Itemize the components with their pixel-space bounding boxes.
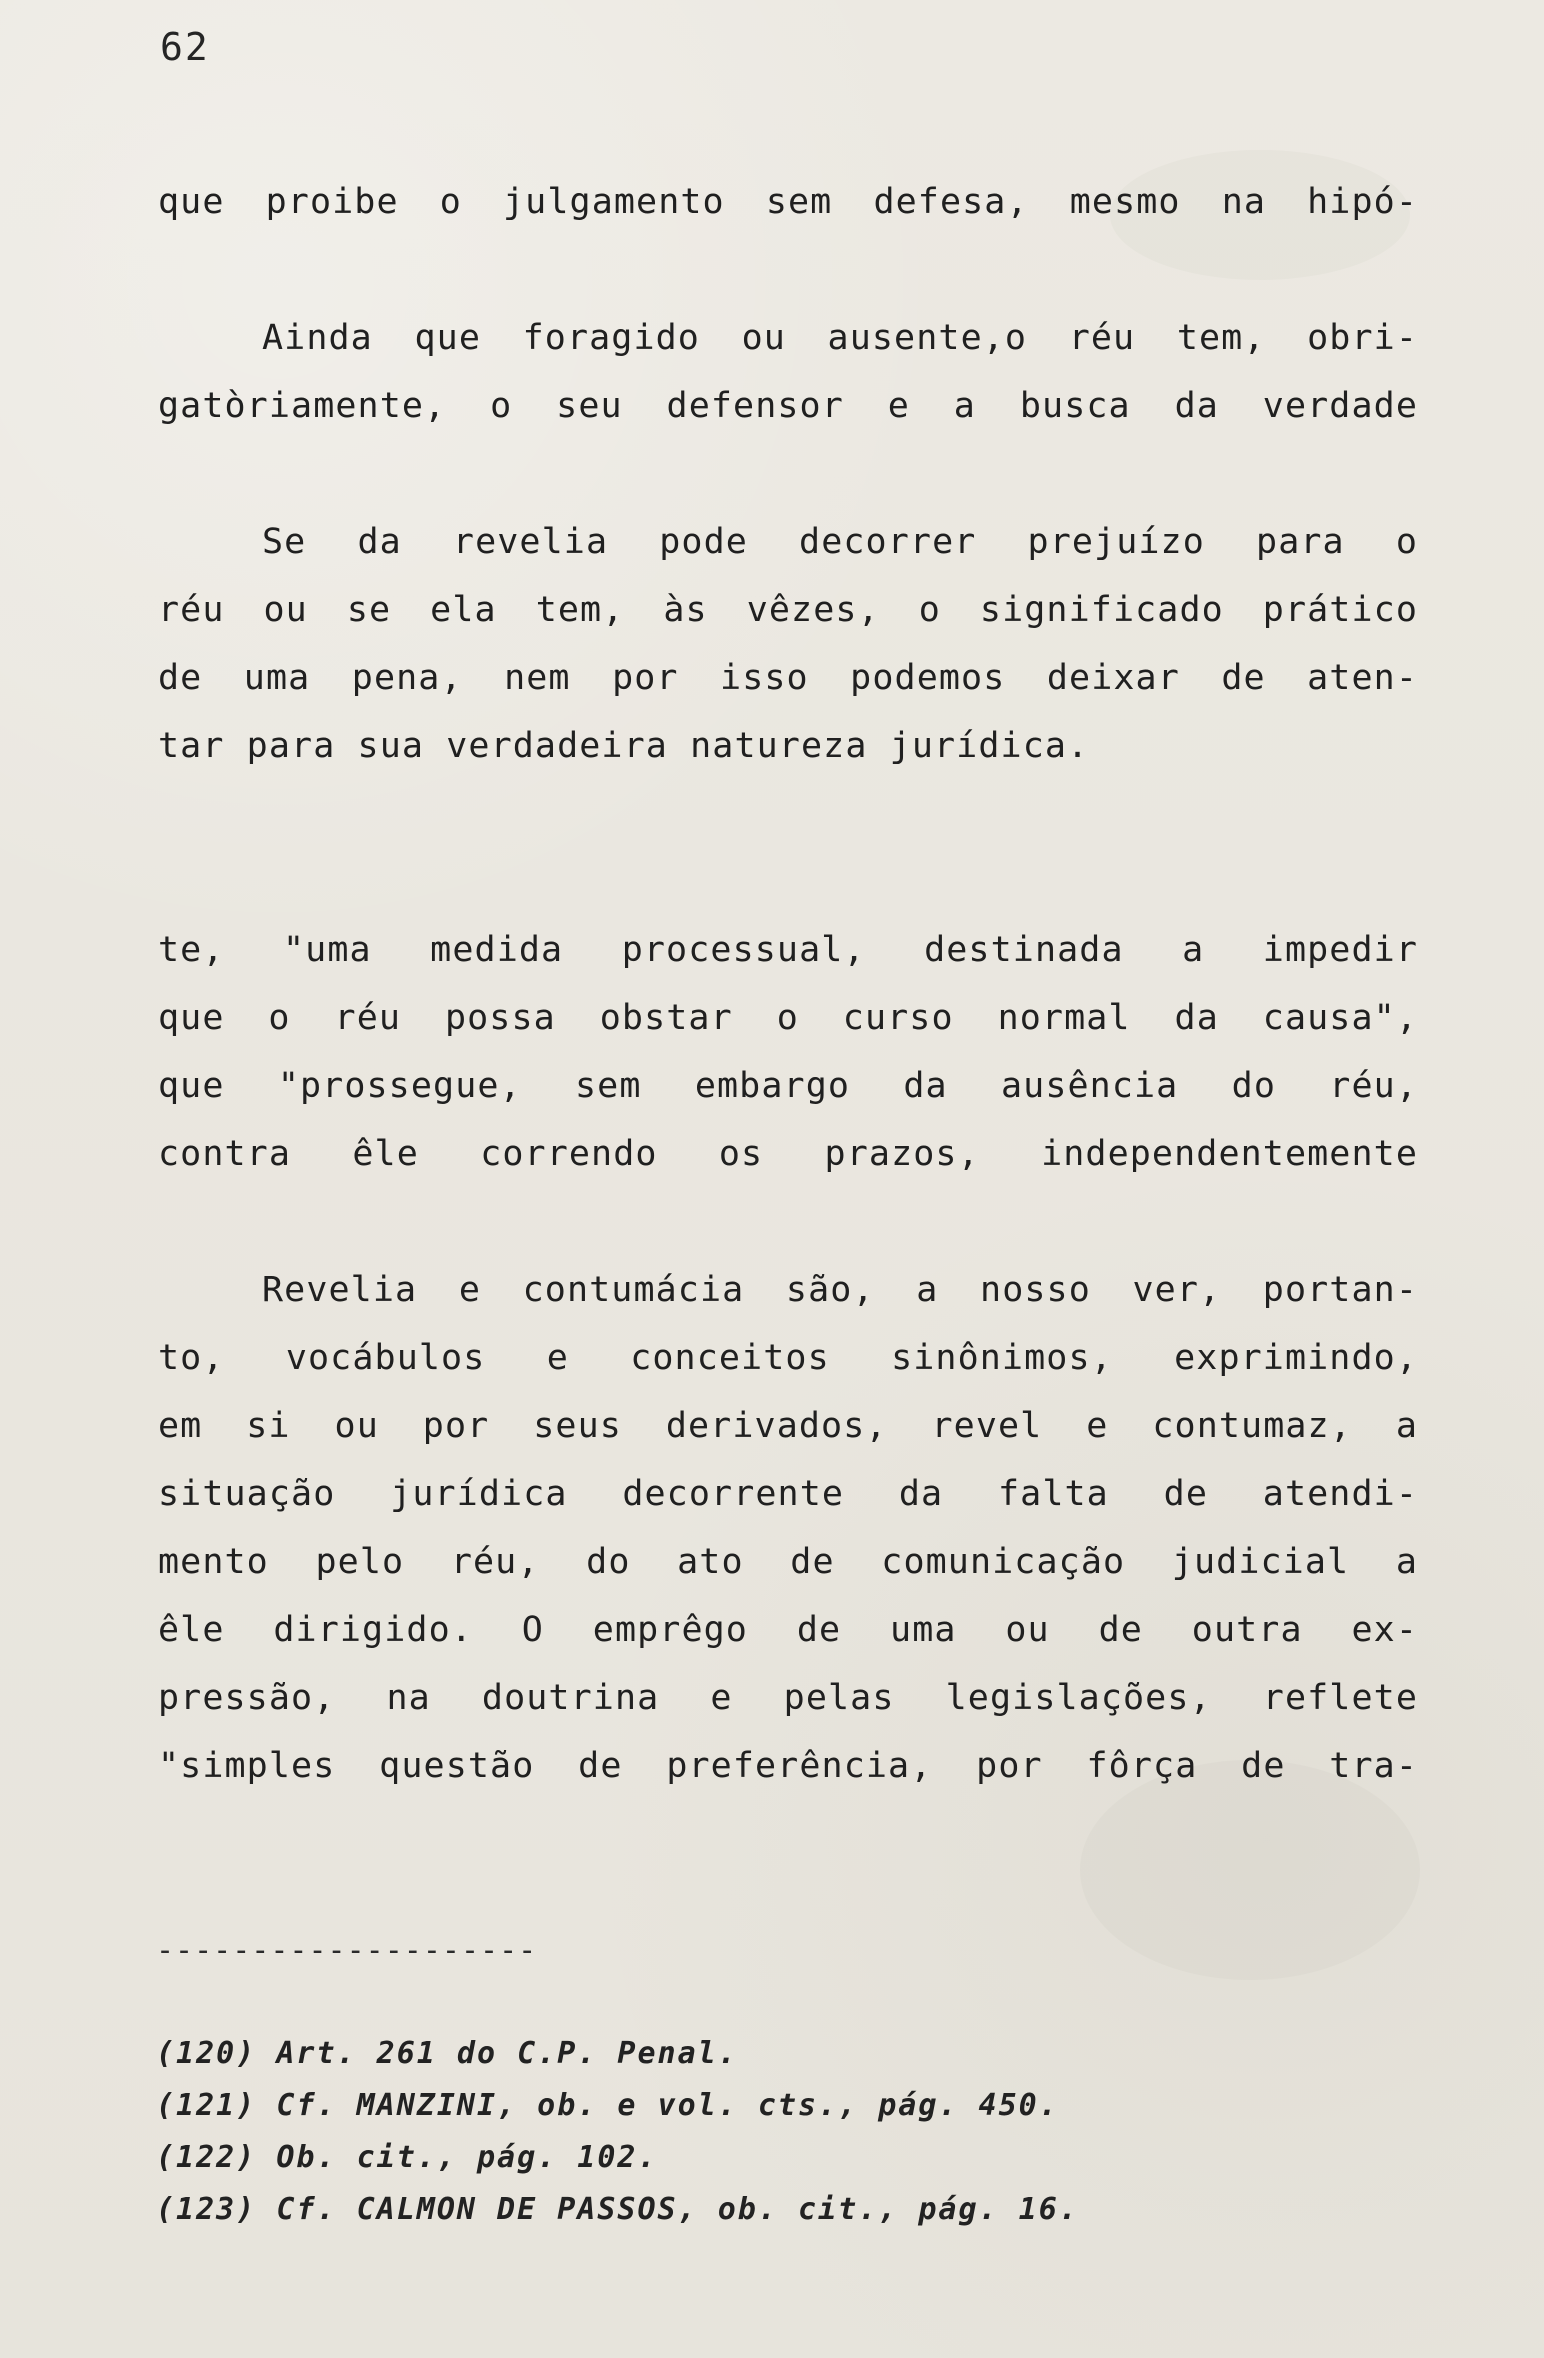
footnote-item: (120) Art. 261 do C.P. Penal.: [156, 2036, 738, 2071]
text-line: [158, 1188, 1418, 1256]
text-line: Ainda que foragido ou ausente,o réu tem, obri-: [262, 318, 1418, 358]
text-line: [158, 236, 1418, 304]
text-line: em si ou por seus derivados, revel e contumaz, a: [158, 1406, 1418, 1446]
text-line: [158, 780, 1418, 848]
footnote-divider: --------------------: [156, 1933, 538, 1968]
text-line: [158, 1800, 1418, 1868]
text-line: [158, 440, 1418, 508]
text-line: que o réu possa obstar o curso normal da causa",: [158, 998, 1418, 1038]
text-line: que "prossegue, sem embargo da ausência do réu,: [158, 1066, 1418, 1106]
text-line: Revelia e contumácia são, a nosso ver, portan-: [262, 1270, 1418, 1310]
footnote-item: (123) Cf. CALMON DE PASSOS, ob. cit., pág. 16.: [156, 2192, 1079, 2227]
text-line: "simples questão de preferência, por fôrça de tra-: [158, 1746, 1418, 1786]
text-line: êle dirigido. O emprêgo de uma ou de outra ex-: [158, 1610, 1418, 1650]
footnote-item: (121) Cf. MANZINI, ob. e vol. cts., pág. 450.: [156, 2088, 1059, 2123]
text-line: to, vocábulos e conceitos sinônimos, exprimindo,: [158, 1338, 1418, 1378]
text-line: mento pelo réu, do ato de comunicação judicial a: [158, 1542, 1418, 1582]
text-line: Se da revelia pode decorrer prejuízo para o: [262, 522, 1418, 562]
page-number: 62: [160, 25, 210, 69]
text-line: pressão, na doutrina e pelas legislações, reflete: [158, 1678, 1418, 1718]
footnote-item: (122) Ob. cit., pág. 102.: [156, 2140, 658, 2175]
text-line: de uma pena, nem por isso podemos deixar de aten-: [158, 658, 1418, 698]
text-line: que proibe o julgamento sem defesa, mesmo na hipó-: [158, 182, 1418, 222]
body-text: [158, 168, 1418, 1868]
text-line: contra êle correndo os prazos, independentemente: [158, 1134, 1418, 1174]
text-line: [158, 848, 1418, 916]
text-line: réu ou se ela tem, às vêzes, o significado prático: [158, 590, 1418, 630]
text-line: tar para sua verdadeira natureza jurídica.: [158, 726, 1090, 766]
text-line: situação jurídica decorrente da falta de atendi-: [158, 1474, 1418, 1514]
text-line: gatòriamente, o seu defensor e a busca da verdade: [158, 386, 1418, 426]
text-line: te, "uma medida processual, destinada a impedir: [158, 930, 1418, 970]
footnotes: [156, 2028, 1336, 2236]
